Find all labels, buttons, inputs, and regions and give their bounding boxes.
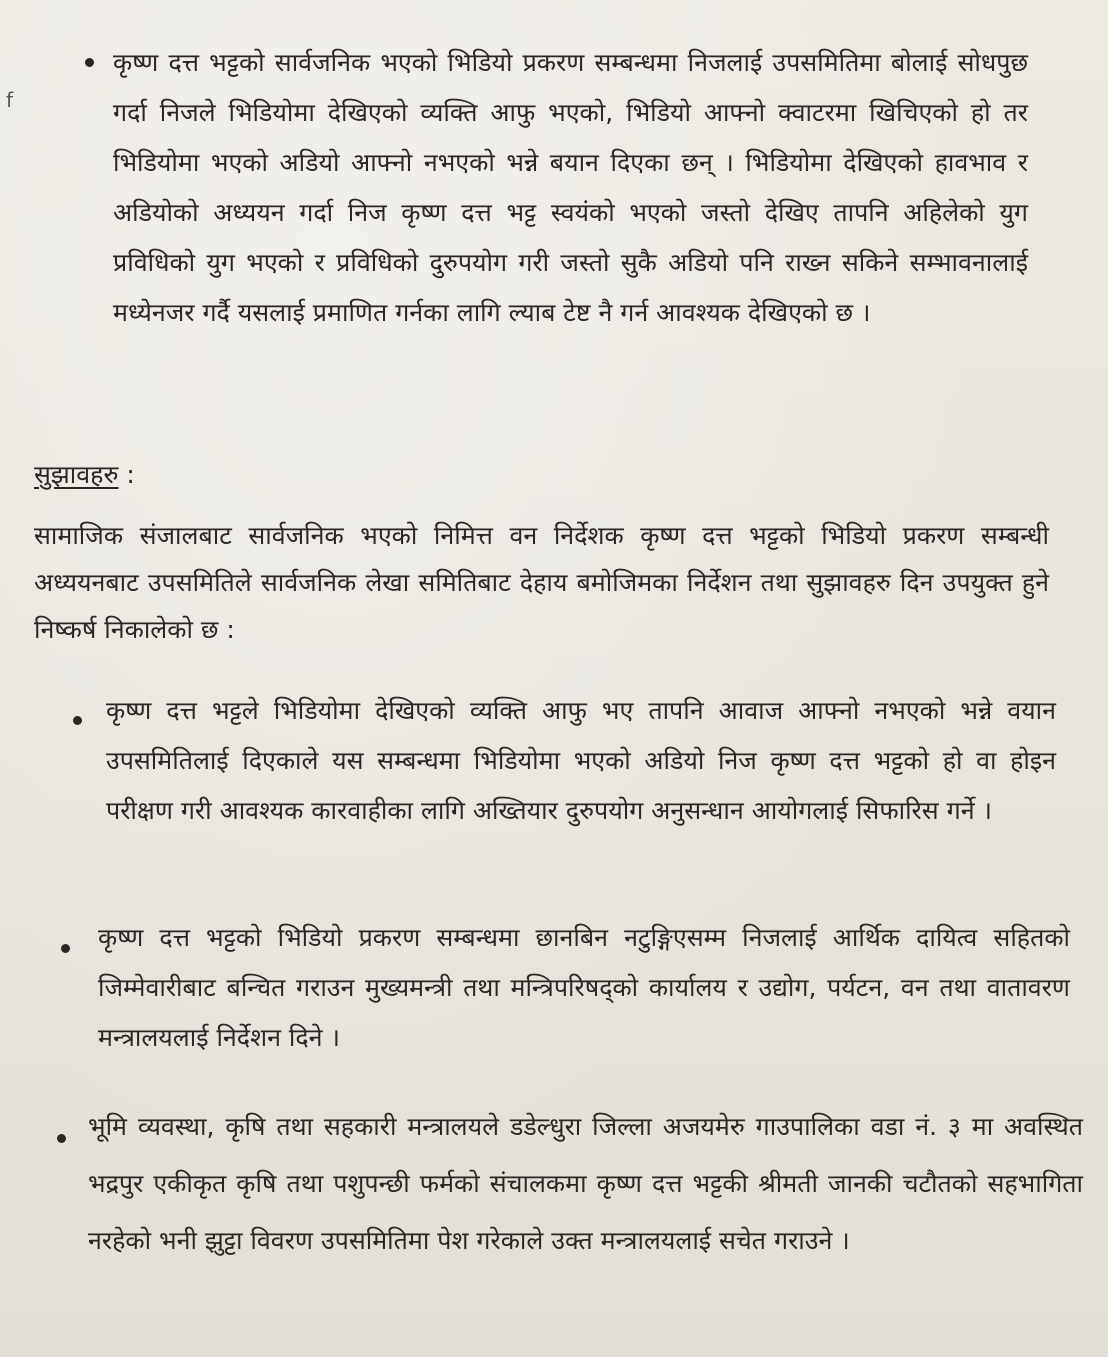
suggestions-heading	[34, 455, 135, 495]
bullet-dot	[85, 58, 94, 67]
suggestions-intro: सामाजिक संजालबाट सार्वजनिक भएको निमित्त वन निर्देशक कृष्ण दत्त भट्टको भिडियो प्रकरण सम्बन्धी अध्ययनबाट उपसमितिले सार्वजनिक लेखा समितिबाट देहाय बमोजिमका निर्देशन तथा सुझावहरु दिन उपयुक्त हुने निष्कर्ष निकालेको छ :	[34, 521, 1049, 644]
bullet-dot	[73, 716, 82, 725]
suggestion-item: कृष्ण दत्त भट्टको भिडियो प्रकरण सम्बन्धमा छानबिन नटुङ्गिएसम्म निजलाई आर्थिक दायित्व सहितको जिम्मेवारीबाट बन्चित गराउन मुख्यमन्त्री तथा मन्त्रिपरिषद्को कार्यालय र उद्योग, पर्यटन, वन तथा वातावरण मन्त्रालयलाई निर्देशन दिने ।	[98, 923, 1070, 1052]
bullet-dot	[57, 1134, 66, 1143]
suggestions-heading-text: सुझावहरु	[34, 460, 119, 489]
margin-mark: f	[6, 88, 14, 112]
suggestions-heading-colon: :	[118, 460, 135, 489]
intro-bullet-text: कृष्ण दत्त भट्टको सार्वजनिक भएको भिडियो प्रकरण सम्बन्धमा निजलाई उपसमितिमा बोलाई सोधपुछ गर्दा निजले भिडियोमा देखिएको व्यक्ति आफु भएको, भिडियो आफ्नो क्वाटरमा खिचिएको हो तर भिडियोमा भएको अडियो आफ्नो नभएको भन्ने बयान दिएका छन् । भिडियोमा देखिएको हावभाव र अडियोको अध्ययन गर्दा निज कृष्ण दत्त भट्ट स्वयंको भएको जस्तो देखिए तापनि अहिलेको युग प्रविधिको युग भएको र प्रविधिको दुरुपयोग गरी जस्तो सुकै अडियो पनि राख्न सकिने सम्भावनालाई मध्येनजर गर्दै यसलाई प्रमाणित गर्नका लागि ल्याब टेष्ट नै गर्न आवश्यक देखिएको छ ।	[113, 48, 1028, 327]
bullet-dot	[61, 944, 70, 953]
suggestion-item: कृष्ण दत्त भट्टले भिडियोमा देखिएको व्यक्ति आफु भए तापनि आवाज आफ्नो नभएको भन्ने वयान उपसमितिलाई दिएकाले यस सम्बन्धमा भिडियोमा भएको अडियो निज कृष्ण दत्त भट्टको हो वा होइन परीक्षण गरी आवश्यक कारवाहीका लागि अख्तियार दुरुपयोग अनुसन्धान आयोगलाई सिफारिस गर्ने ।	[106, 696, 1056, 825]
suggestion-item: भूमि व्यवस्था, कृषि तथा सहकारी मन्त्रालयले डडेल्धुरा जिल्ला अजयमेरु गाउपालिका वडा नं. ३ मा अवस्थित भद्रपुर एकीकृत कृषि तथा पशुपन्छी फर्मको संचालकमा कृष्ण दत्त भट्टकी श्रीमती जानकी चटौतको सहभागिता नरहेको भनी झुट्टा विवरण उपसमितिमा पेश गरेकाले उक्त मन्त्रालयलाई सचेत गराउने ।	[88, 1112, 1083, 1255]
